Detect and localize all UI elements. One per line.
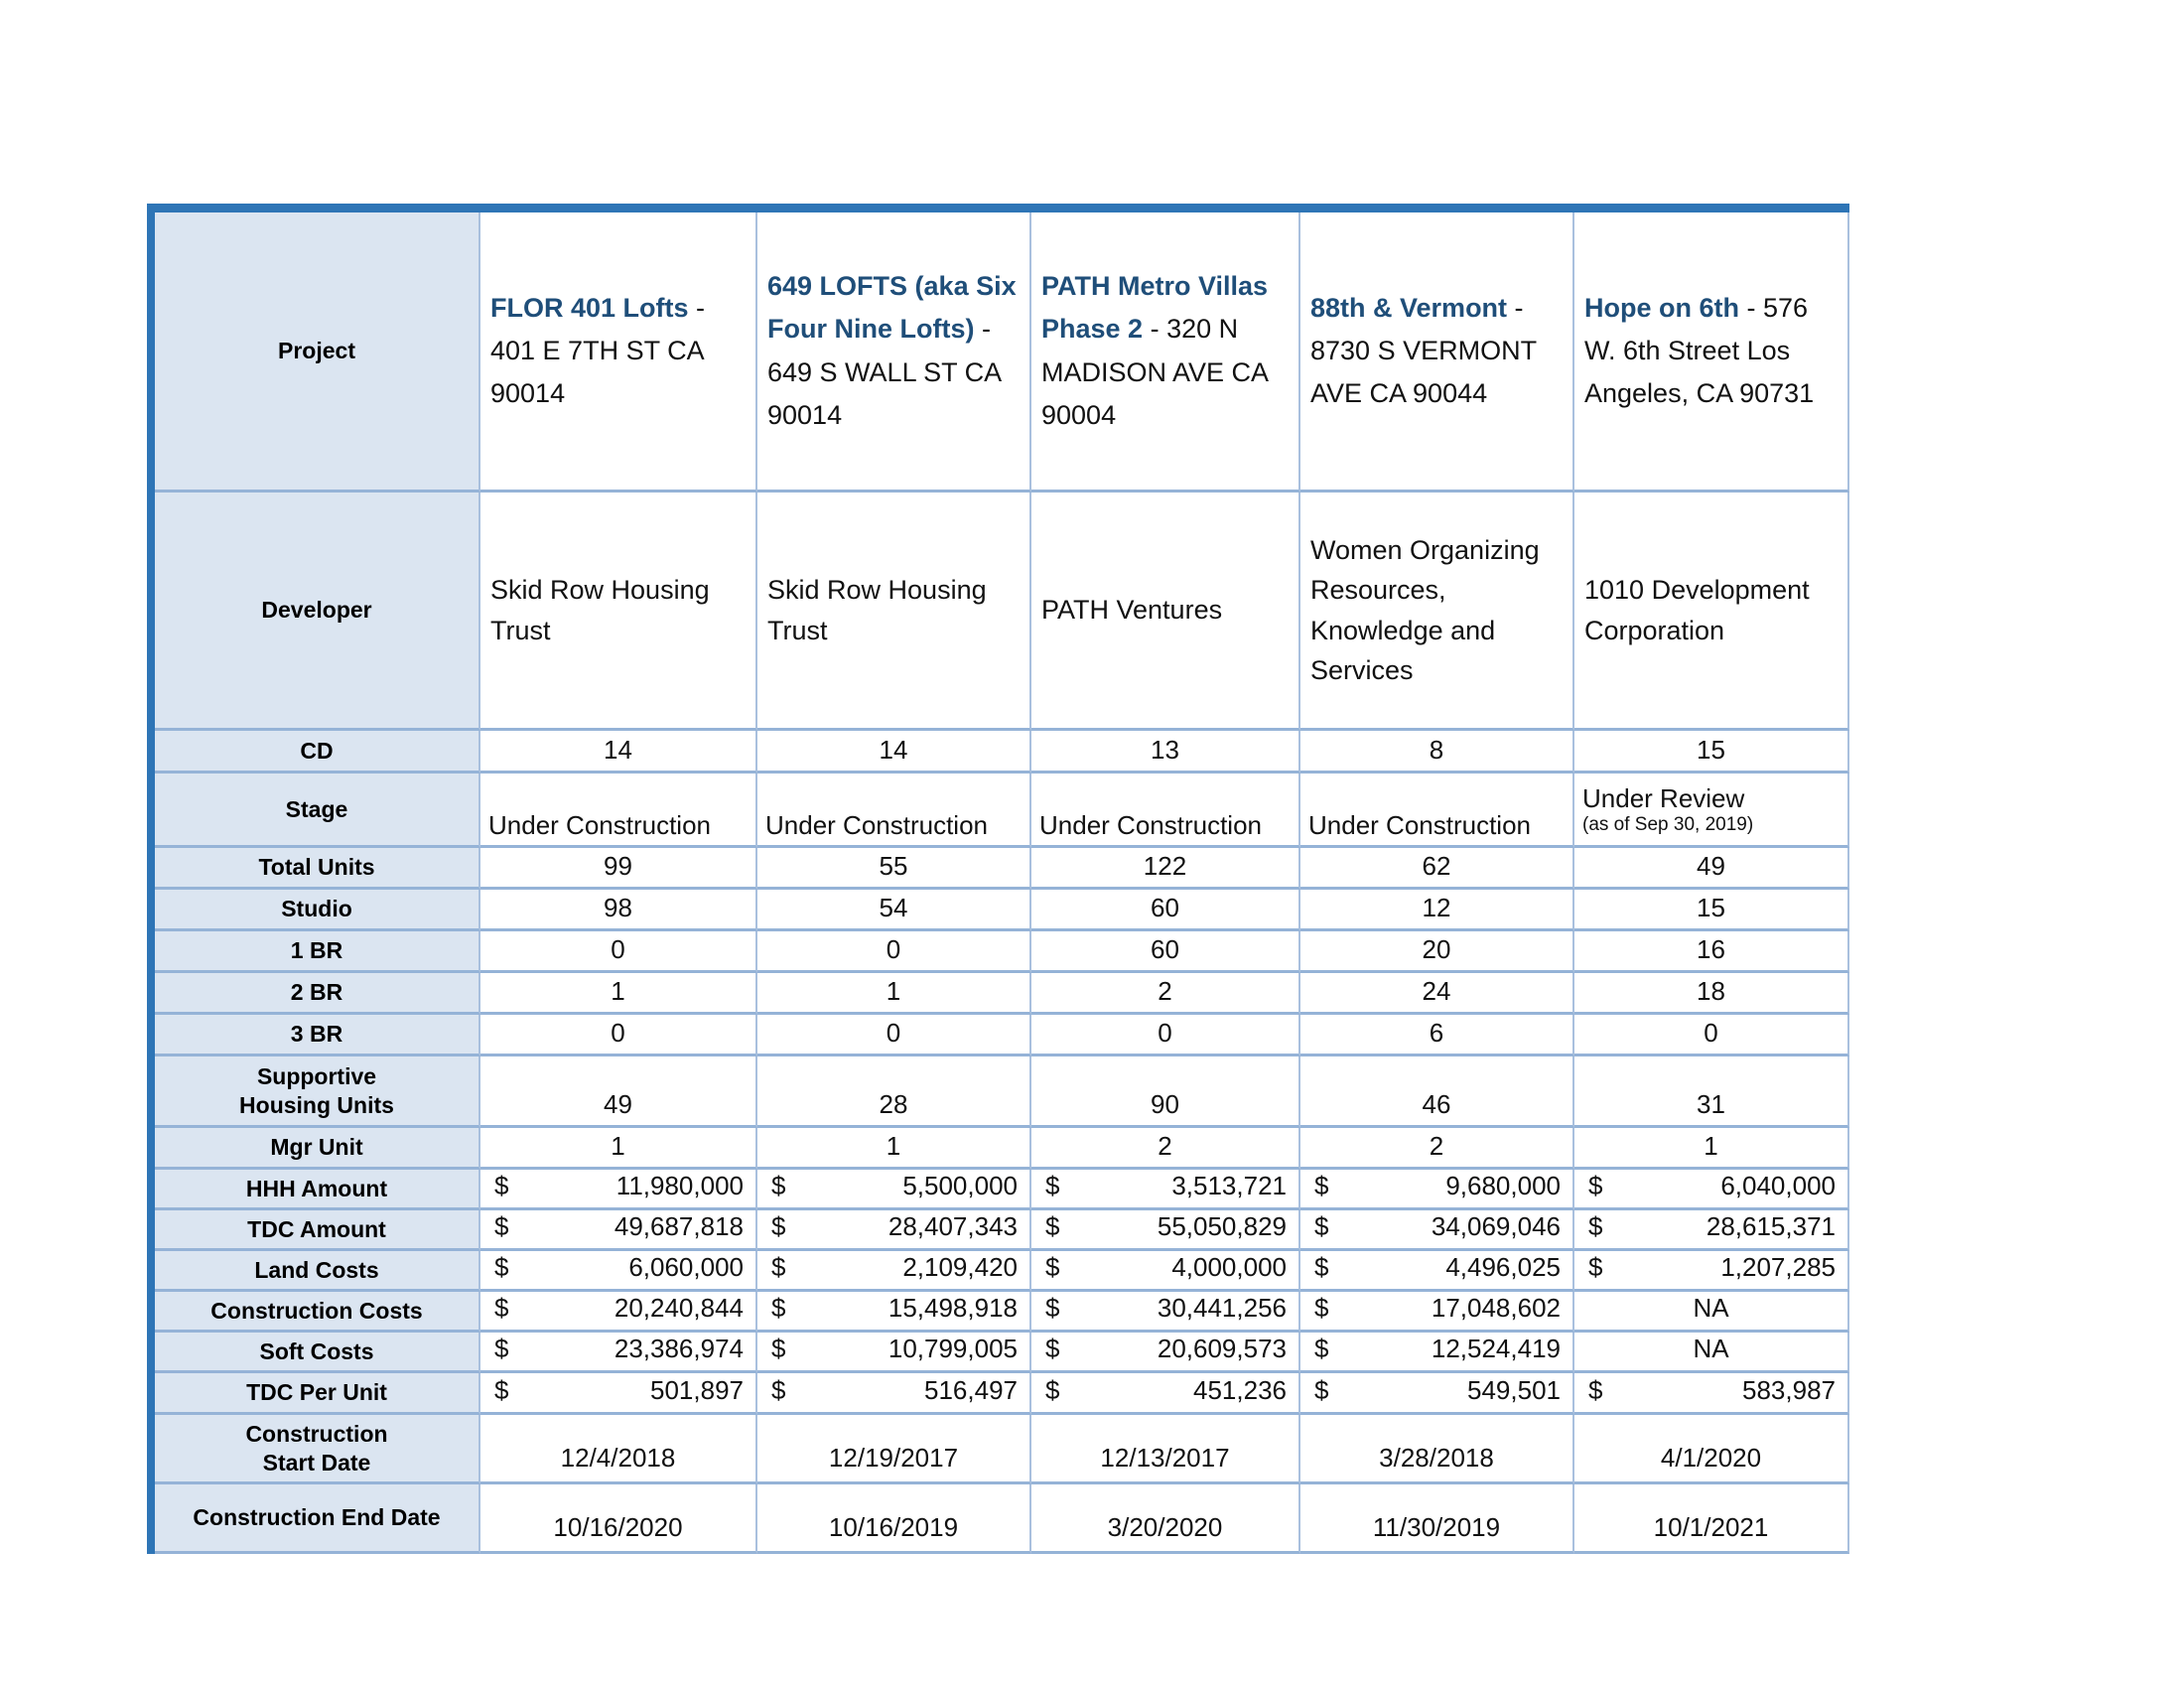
construction-end-date-value: 3/20/2020 — [1107, 1511, 1223, 1542]
construction-costs-cell — [1300, 1292, 1574, 1333]
currency-symbol: $ — [1045, 1374, 1060, 1405]
project-name: 649 LOFTS (aka Six Four Nine Lofts) — [767, 271, 1017, 345]
3br-cell — [1574, 1015, 1849, 1056]
row-label-text: Developer — [261, 597, 372, 624]
supportive-units-value: 28 — [879, 1088, 908, 1119]
soft-costs-value: NA — [1693, 1333, 1729, 1363]
row-label-text: 3 BR — [290, 1021, 343, 1048]
currency-symbol: $ — [494, 1333, 509, 1363]
currency-symbol: $ — [1314, 1333, 1329, 1363]
tdc-per-unit-cell — [757, 1373, 1031, 1415]
tdc-amount-value: 49,687,818 — [614, 1210, 744, 1241]
currency-symbol: $ — [1588, 1170, 1603, 1200]
2br-cell — [480, 973, 757, 1015]
supportive-units-cell — [1300, 1056, 1574, 1128]
hhh-amount-value: 9,680,000 — [1445, 1170, 1561, 1200]
stage-value: Under Construction — [488, 809, 711, 840]
tdc-per-unit-value: 549,501 — [1467, 1374, 1561, 1405]
projects-table — [147, 204, 1849, 1554]
hhh-amount-cell — [757, 1170, 1031, 1210]
soft-costs-value: 10,799,005 — [887, 1333, 1018, 1363]
construction-start-date-cell — [1574, 1415, 1849, 1484]
hhh-amount-value: 11,980,000 — [615, 1170, 744, 1200]
cd-cell — [1031, 731, 1300, 774]
currency-symbol: $ — [1588, 1374, 1603, 1405]
developer-text: 1010 Development Corporation — [1584, 575, 1810, 645]
1br-cell — [1031, 931, 1300, 973]
stage-value: Under Construction — [1039, 809, 1262, 840]
soft-costs-cell — [1031, 1333, 1300, 1373]
tdc-amount-cell — [480, 1210, 757, 1251]
total-units-cell — [480, 848, 757, 890]
tdc-per-unit-value: 501,897 — [650, 1374, 744, 1405]
mgr-unit-cell — [757, 1128, 1031, 1170]
construction-start-date-value: 4/1/2020 — [1660, 1442, 1762, 1473]
2br-cell — [757, 973, 1031, 1015]
3br-value: 0 — [1158, 1017, 1172, 1048]
tdc-per-unit-cell — [480, 1373, 757, 1415]
currency-symbol: $ — [1588, 1251, 1603, 1282]
developer-cell — [1300, 492, 1574, 731]
soft-costs-value: 20,609,573 — [1157, 1333, 1287, 1363]
row-label-text: 2 BR — [290, 979, 343, 1006]
soft-costs-value: 12,524,419 — [1431, 1333, 1561, 1363]
supportive-units-value: 46 — [1422, 1088, 1451, 1119]
tdc-amount-value: 28,407,343 — [887, 1210, 1018, 1241]
row-label-developer — [155, 492, 480, 731]
project-address: - 576 W. 6th Street Los Angeles, CA 90731 — [1584, 292, 1815, 409]
mgr-unit-value: 1 — [1704, 1130, 1718, 1161]
supportive-units-value: 31 — [1697, 1088, 1725, 1119]
stage-cell — [1300, 774, 1574, 848]
1br-cell — [480, 931, 757, 973]
mgr-unit-value: 1 — [611, 1130, 625, 1161]
construction-costs-cell — [1031, 1292, 1300, 1333]
land-costs-value: 4,496,025 — [1445, 1251, 1561, 1282]
1br-value: 20 — [1422, 933, 1451, 964]
soft-costs-cell — [1300, 1333, 1574, 1373]
currency-symbol: $ — [1045, 1251, 1060, 1282]
row-label-project — [155, 212, 480, 492]
3br-cell — [1031, 1015, 1300, 1056]
hhh-amount-value: 5,500,000 — [902, 1170, 1018, 1200]
construction-start-date-cell — [1031, 1415, 1300, 1484]
cd-value: 13 — [1151, 734, 1179, 765]
row-label-text: Studio — [281, 896, 352, 922]
2br-value: 24 — [1422, 975, 1451, 1006]
row-label-soft-costs — [155, 1333, 480, 1373]
studio-value: 15 — [1697, 892, 1725, 922]
developer-cell — [1574, 492, 1849, 731]
row-label-text: 1 BR — [290, 937, 343, 964]
construction-end-date-value: 10/16/2019 — [828, 1511, 959, 1542]
developer-cell — [480, 492, 757, 731]
land-costs-cell — [757, 1251, 1031, 1292]
studio-value: 12 — [1422, 892, 1451, 922]
construction-start-date-value: 3/28/2018 — [1379, 1442, 1494, 1473]
1br-cell — [1574, 931, 1849, 973]
currency-symbol: $ — [1045, 1210, 1060, 1241]
hhh-amount-value: 3,513,721 — [1171, 1170, 1287, 1200]
studio-value: 98 — [604, 892, 632, 922]
total-units-value: 122 — [1143, 850, 1187, 881]
currency-symbol: $ — [494, 1251, 509, 1282]
tdc-per-unit-cell — [1574, 1373, 1849, 1415]
row-label-supportive-housing-units — [155, 1056, 480, 1128]
currency-symbol: $ — [1314, 1251, 1329, 1282]
row-label-text: Construction Start Date — [245, 1420, 388, 1476]
3br-value: 6 — [1429, 1017, 1444, 1048]
currency-symbol: $ — [771, 1210, 786, 1241]
construction-costs-cell — [757, 1292, 1031, 1333]
project-cell — [480, 212, 757, 492]
studio-cell — [757, 890, 1031, 931]
hhh-amount-cell — [1574, 1170, 1849, 1210]
construction-end-date-cell — [1031, 1484, 1300, 1554]
row-label-1br — [155, 931, 480, 973]
construction-end-date-value: 10/16/2020 — [553, 1511, 683, 1542]
studio-cell — [1300, 890, 1574, 931]
total-units-cell — [1300, 848, 1574, 890]
1br-value: 16 — [1697, 933, 1725, 964]
project-text — [1310, 287, 1563, 416]
row-label-hhh-amount — [155, 1170, 480, 1210]
row-label-text: Soft Costs — [259, 1337, 374, 1364]
stage-value: Under Construction — [1308, 809, 1531, 840]
currency-symbol: $ — [771, 1333, 786, 1363]
row-label-land-costs — [155, 1251, 480, 1292]
supportive-units-cell — [480, 1056, 757, 1128]
mgr-unit-cell — [1574, 1128, 1849, 1170]
project-address: - 320 N MADISON AVE CA 90004 — [1041, 314, 1268, 430]
row-label-text: Mgr Unit — [270, 1134, 363, 1161]
project-text — [490, 287, 746, 416]
tdc-per-unit-value: 516,497 — [924, 1374, 1018, 1405]
land-costs-value: 6,060,000 — [628, 1251, 744, 1282]
project-address: - 401 E 7TH ST CA 90014 — [490, 292, 706, 409]
cd-cell — [1300, 731, 1574, 774]
construction-costs-value: 30,441,256 — [1157, 1292, 1287, 1323]
construction-costs-cell — [480, 1292, 757, 1333]
stage-cell — [480, 774, 757, 848]
currency-symbol: $ — [771, 1170, 786, 1200]
currency-symbol: $ — [1314, 1170, 1329, 1200]
mgr-unit-cell — [1031, 1128, 1300, 1170]
soft-costs-cell — [1574, 1333, 1849, 1373]
land-costs-value: 2,109,420 — [902, 1251, 1018, 1282]
row-label-2br — [155, 973, 480, 1015]
construction-start-date-cell — [1300, 1415, 1574, 1484]
stage-cell — [1031, 774, 1300, 848]
soft-costs-cell — [480, 1333, 757, 1373]
row-label-tdc-per-unit — [155, 1373, 480, 1415]
tdc-amount-value: 28,615,371 — [1706, 1210, 1836, 1241]
cd-value: 8 — [1429, 734, 1444, 765]
project-cell — [1031, 212, 1300, 492]
soft-costs-value: 23,386,974 — [614, 1333, 744, 1363]
mgr-unit-value: 2 — [1429, 1130, 1444, 1161]
row-label-text: Construction Costs — [210, 1297, 423, 1324]
project-text — [1041, 265, 1289, 437]
construction-costs-value: 20,240,844 — [614, 1292, 744, 1323]
1br-cell — [757, 931, 1031, 973]
cd-cell — [757, 731, 1031, 774]
project-address: - 8730 S VERMONT AVE CA 90044 — [1310, 292, 1537, 409]
currency-symbol: $ — [771, 1251, 786, 1282]
project-name: PATH Metro Villas Phase 2 — [1041, 271, 1269, 345]
developer-text: Skid Row Housing Trust — [767, 575, 987, 645]
mgr-unit-value: 1 — [886, 1130, 901, 1161]
construction-start-date-value: 12/19/2017 — [828, 1442, 959, 1473]
tdc-amount-value: 34,069,046 — [1431, 1210, 1561, 1241]
hhh-amount-value: 6,040,000 — [1720, 1170, 1836, 1200]
currency-symbol: $ — [1045, 1333, 1060, 1363]
project-cell — [1300, 212, 1574, 492]
developer-cell — [1031, 492, 1300, 731]
project-address: - 649 S WALL ST CA 90014 — [767, 314, 1001, 430]
construction-end-date-cell — [1574, 1484, 1849, 1554]
total-units-value: 62 — [1422, 850, 1451, 881]
2br-value: 18 — [1697, 975, 1725, 1006]
construction-end-date-value: 10/1/2021 — [1653, 1511, 1769, 1542]
studio-value: 54 — [879, 892, 908, 922]
row-label-text: Stage — [285, 795, 348, 822]
construction-costs-cell — [1574, 1292, 1849, 1333]
row-label-text: HHH Amount — [245, 1175, 388, 1201]
currency-symbol: $ — [1314, 1292, 1329, 1323]
row-label-tdc-amount — [155, 1210, 480, 1251]
currency-symbol: $ — [494, 1374, 509, 1405]
row-label-3br — [155, 1015, 480, 1056]
total-units-value: 55 — [879, 850, 908, 881]
3br-cell — [757, 1015, 1031, 1056]
2br-cell — [1574, 973, 1849, 1015]
total-units-cell — [757, 848, 1031, 890]
developer-cell — [757, 492, 1031, 731]
currency-symbol: $ — [1314, 1374, 1329, 1405]
construction-costs-value: NA — [1693, 1292, 1729, 1323]
currency-symbol: $ — [494, 1170, 509, 1200]
row-label-text: Construction End Date — [193, 1504, 441, 1531]
studio-cell — [1031, 890, 1300, 931]
2br-cell — [1031, 973, 1300, 1015]
tdc-per-unit-cell — [1031, 1373, 1300, 1415]
mgr-unit-cell — [1300, 1128, 1574, 1170]
construction-start-date-cell — [757, 1415, 1031, 1484]
2br-cell — [1300, 973, 1574, 1015]
currency-symbol: $ — [494, 1210, 509, 1241]
land-costs-cell — [1031, 1251, 1300, 1292]
project-name: Hope on 6th — [1584, 292, 1739, 323]
currency-symbol: $ — [494, 1292, 509, 1323]
tdc-per-unit-value: 583,987 — [1742, 1374, 1836, 1405]
studio-cell — [1574, 890, 1849, 931]
total-units-cell — [1031, 848, 1300, 890]
cd-value: 15 — [1697, 734, 1725, 765]
currency-symbol: $ — [771, 1374, 786, 1405]
row-label-construction-end-date — [155, 1484, 480, 1554]
1br-value: 60 — [1151, 933, 1179, 964]
land-costs-cell — [1574, 1251, 1849, 1292]
supportive-units-cell — [757, 1056, 1031, 1128]
3br-value: 0 — [611, 1017, 625, 1048]
cd-value: 14 — [604, 734, 632, 765]
1br-cell — [1300, 931, 1574, 973]
row-label-text: Supportive Housing Units — [239, 1062, 394, 1118]
currency-symbol: $ — [1314, 1210, 1329, 1241]
land-costs-cell — [480, 1251, 757, 1292]
row-label-text: Project — [278, 338, 355, 364]
cd-cell — [1574, 731, 1849, 774]
row-label-total-units — [155, 848, 480, 890]
tdc-amount-cell — [1300, 1210, 1574, 1251]
supportive-units-cell — [1031, 1056, 1300, 1128]
developer-text: Women Organizing Resources, Knowledge and Services — [1310, 534, 1540, 685]
project-name: 88th & Vermont — [1310, 292, 1508, 323]
land-costs-value: 4,000,000 — [1171, 1251, 1287, 1282]
project-cell — [1574, 212, 1849, 492]
row-label-stage — [155, 774, 480, 848]
construction-start-date-value: 12/13/2017 — [1100, 1442, 1230, 1473]
currency-symbol: $ — [1045, 1170, 1060, 1200]
project-cell — [757, 212, 1031, 492]
hhh-amount-cell — [1300, 1170, 1574, 1210]
total-units-value: 99 — [604, 850, 632, 881]
row-label-cd — [155, 731, 480, 774]
construction-start-date-cell — [480, 1415, 757, 1484]
tdc-amount-cell — [757, 1210, 1031, 1251]
project-text — [1584, 287, 1838, 416]
construction-end-date-value: 11/30/2019 — [1372, 1511, 1501, 1542]
row-label-text: CD — [300, 737, 334, 764]
stage-cell — [757, 774, 1031, 848]
stage-value: Under Review — [1582, 783, 1745, 814]
3br-cell — [1300, 1015, 1574, 1056]
tdc-per-unit-value: 451,236 — [1193, 1374, 1287, 1405]
tdc-amount-cell — [1031, 1210, 1300, 1251]
row-label-studio — [155, 890, 480, 931]
row-label-text: Total Units — [258, 854, 375, 881]
project-text — [767, 265, 1020, 437]
currency-symbol: $ — [1588, 1210, 1603, 1241]
stage-value: Under Construction — [765, 809, 988, 840]
3br-value: 0 — [1704, 1017, 1718, 1048]
currency-symbol: $ — [1045, 1292, 1060, 1323]
tdc-amount-value: 55,050,829 — [1157, 1210, 1287, 1241]
construction-start-date-value: 12/4/2018 — [560, 1442, 676, 1473]
construction-end-date-cell — [480, 1484, 757, 1554]
row-label-mgr-unit — [155, 1128, 480, 1170]
hhh-amount-cell — [480, 1170, 757, 1210]
total-units-value: 49 — [1697, 850, 1725, 881]
row-label-construction-start-date — [155, 1415, 480, 1484]
land-costs-cell — [1300, 1251, 1574, 1292]
2br-value: 2 — [1158, 975, 1172, 1006]
project-name: FLOR 401 Lofts — [490, 292, 689, 323]
total-units-cell — [1574, 848, 1849, 890]
row-label-text: Land Costs — [254, 1256, 379, 1283]
construction-costs-value: 15,498,918 — [887, 1292, 1018, 1323]
3br-cell — [480, 1015, 757, 1056]
land-costs-value: 1,207,285 — [1720, 1251, 1836, 1282]
stage-cell — [1574, 774, 1849, 848]
3br-value: 0 — [886, 1017, 901, 1048]
supportive-units-value: 90 — [1151, 1088, 1179, 1119]
mgr-unit-cell — [480, 1128, 757, 1170]
construction-end-date-cell — [1300, 1484, 1574, 1554]
1br-value: 0 — [611, 933, 625, 964]
2br-value: 1 — [886, 975, 901, 1006]
cd-cell — [480, 731, 757, 774]
mgr-unit-value: 2 — [1158, 1130, 1172, 1161]
1br-value: 0 — [886, 933, 901, 964]
row-label-text: TDC Per Unit — [246, 1379, 387, 1406]
hhh-amount-cell — [1031, 1170, 1300, 1210]
row-label-construction-costs — [155, 1292, 480, 1333]
supportive-units-value: 49 — [604, 1088, 632, 1119]
studio-cell — [480, 890, 757, 931]
developer-text: PATH Ventures — [1041, 595, 1223, 626]
cd-value: 14 — [879, 734, 908, 765]
tdc-amount-cell — [1574, 1210, 1849, 1251]
studio-value: 60 — [1151, 892, 1179, 922]
tdc-per-unit-cell — [1300, 1373, 1574, 1415]
soft-costs-cell — [757, 1333, 1031, 1373]
stage-note: (as of Sep 30, 2019) — [1582, 813, 1754, 835]
construction-costs-value: 17,048,602 — [1431, 1292, 1561, 1323]
row-label-text: TDC Amount — [247, 1215, 386, 1242]
currency-symbol: $ — [771, 1292, 786, 1323]
2br-value: 1 — [611, 975, 625, 1006]
construction-end-date-cell — [757, 1484, 1031, 1554]
developer-text: Skid Row Housing Trust — [490, 575, 710, 645]
supportive-units-cell — [1574, 1056, 1849, 1128]
